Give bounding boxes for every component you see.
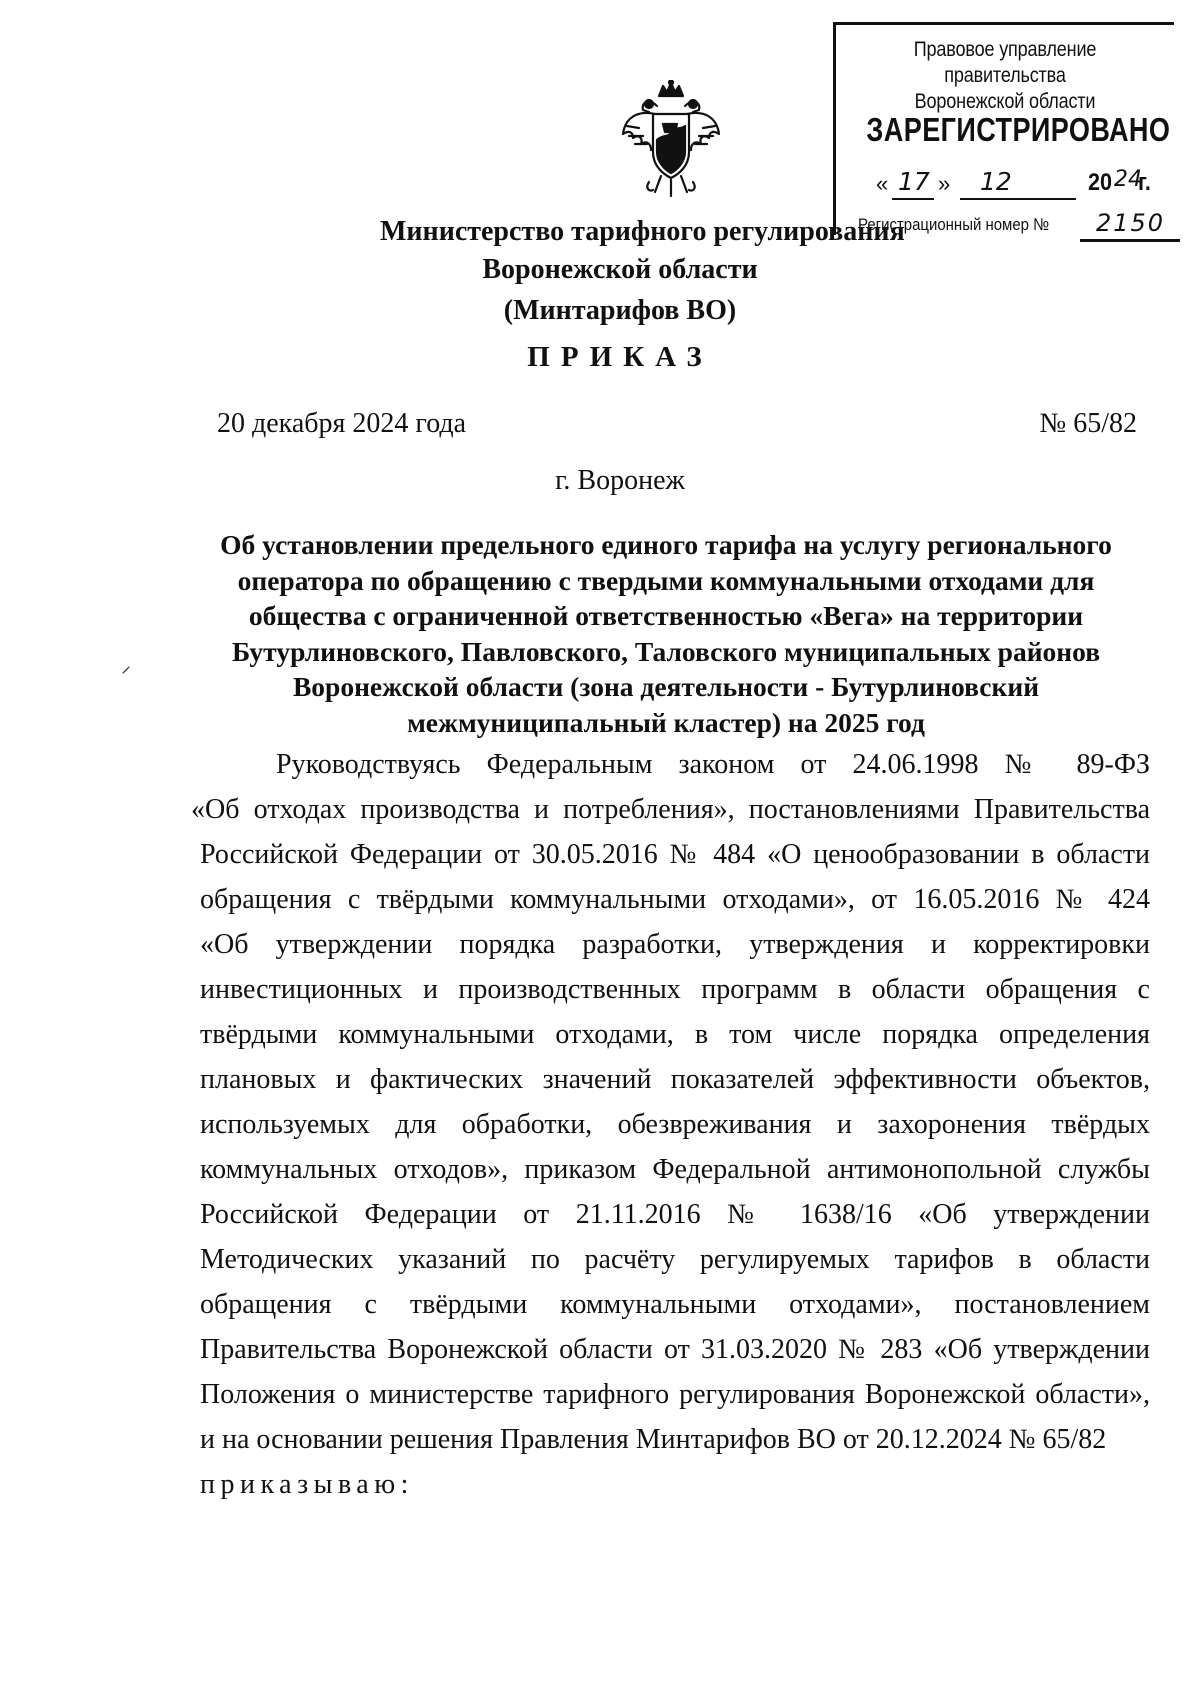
order-directive: приказываю: — [200, 1469, 414, 1500]
stamp-date-month-line — [960, 198, 1076, 200]
preamble-line: коммунальных отходов», приказом Федеральной антимонопольной службы — [200, 1154, 1150, 1185]
preamble-line: Руководствуясь Федеральным законом от 24.06.1998 № 89-ФЗ — [276, 749, 1150, 780]
stamp-date-close-quote: » — [938, 171, 951, 196]
stamp-registered-label: ЗАРЕГИСТРИРОВАНО — [866, 111, 1171, 148]
preamble-line: инвестиционных и производственных программ в области обращения с — [200, 974, 1150, 1005]
preamble-line: Методических указаний по расчёту регулируемых тарифов в области — [200, 1244, 1150, 1275]
ministry-name-line2: Воронежской области — [482, 254, 758, 285]
preamble-line: и на основании решения Правления Минтарифов ВО от 20.12.2024 № 65/82 — [200, 1424, 1107, 1455]
preamble-line: Положения о министерстве тарифного регулирования Воронежской области», — [200, 1379, 1150, 1410]
stamp-date-open-quote: « — [876, 171, 889, 196]
subject-line: межмуниципальный кластер) на 2025 год — [407, 706, 925, 738]
preamble-line: Российской Федерации от 30.05.2016 № 484 «О ценообразовании в области — [200, 839, 1150, 870]
stamp-date-day: 17 — [898, 167, 930, 196]
order-city: г. Воронеж — [555, 465, 685, 496]
order-number: № 65/82 — [1039, 408, 1137, 439]
stamp-office-name — [860, 37, 1151, 115]
registration-stamp — [833, 22, 1174, 235]
preamble-line: обращения с твёрдыми коммунальными отходами», постановлением — [200, 1289, 1150, 1320]
order-date: 20 декабря 2024 года — [217, 408, 467, 439]
stamp-reg-number: 2150 — [1096, 209, 1166, 237]
preamble-line: «Об утверждении порядка разработки, утверждения и корректировки — [200, 929, 1150, 960]
stamp-reg-line — [1080, 239, 1180, 242]
stamp-date-day-line — [892, 198, 934, 200]
subject-line: оператора по обращению с твердыми коммунальными отходами для — [237, 564, 1095, 596]
margin-pen-mark-icon — [121, 665, 131, 675]
stamp-date-year-unit: г. — [1138, 169, 1151, 196]
preamble-line: плановых и фактических значений показателей эффективности объектов, — [200, 1064, 1150, 1095]
stamp-date — [876, 167, 1166, 201]
subject-line: Воронежской области (зона деятельности - Бутурлиновский — [292, 671, 1040, 703]
stamp-office-line1: Правовое управление правительства — [913, 38, 1097, 87]
document-type-title: ПРИКАЗ — [527, 341, 713, 373]
preamble-line: используемых для обработки, обезвреживания и захоронения твёрдых — [200, 1109, 1150, 1140]
ministry-abbreviation: (Минтарифов ВО) — [503, 295, 737, 326]
stamp-reg-label: Регистрационный номер № — [858, 215, 1050, 234]
subject-line: Об установлении предельного единого тарифа на услугу регионального — [220, 529, 1112, 560]
ministry-name-line1: Министерство тарифного регулирования — [380, 216, 905, 247]
order-subject — [196, 527, 1136, 741]
subject-line: общества с ограниченной ответственностью «Вега» на территории — [248, 600, 1084, 632]
preamble-line: обращения с твёрдыми коммунальными отходами», от 16.05.2016 № 424 — [200, 884, 1150, 915]
stamp-date-month: 12 — [980, 167, 1012, 196]
preamble-line: Правительства Воронежской области от 31.03.2020 № 283 «Об утверждении — [200, 1334, 1150, 1365]
coat-of-arms-icon — [619, 80, 723, 198]
preamble-line: Российской Федерации от 21.11.2016 № 1638/16 «Об утверждении — [200, 1199, 1150, 1230]
stamp-office-line2: Воронежской области — [914, 90, 1096, 113]
subject-line: Бутурлиновского, Павловского, Таловского муниципальных районов — [231, 635, 1101, 667]
preamble-line: твёрдыми коммунальными отходами, в том числе порядка определения — [200, 1019, 1150, 1050]
stamp-date-year-prefix: 20 — [1088, 169, 1113, 196]
stamp-date-year-suffix: 24 — [1114, 167, 1142, 192]
preamble-line: «Об отходах производства и потребления», постановлениями Правительства — [191, 794, 1150, 825]
